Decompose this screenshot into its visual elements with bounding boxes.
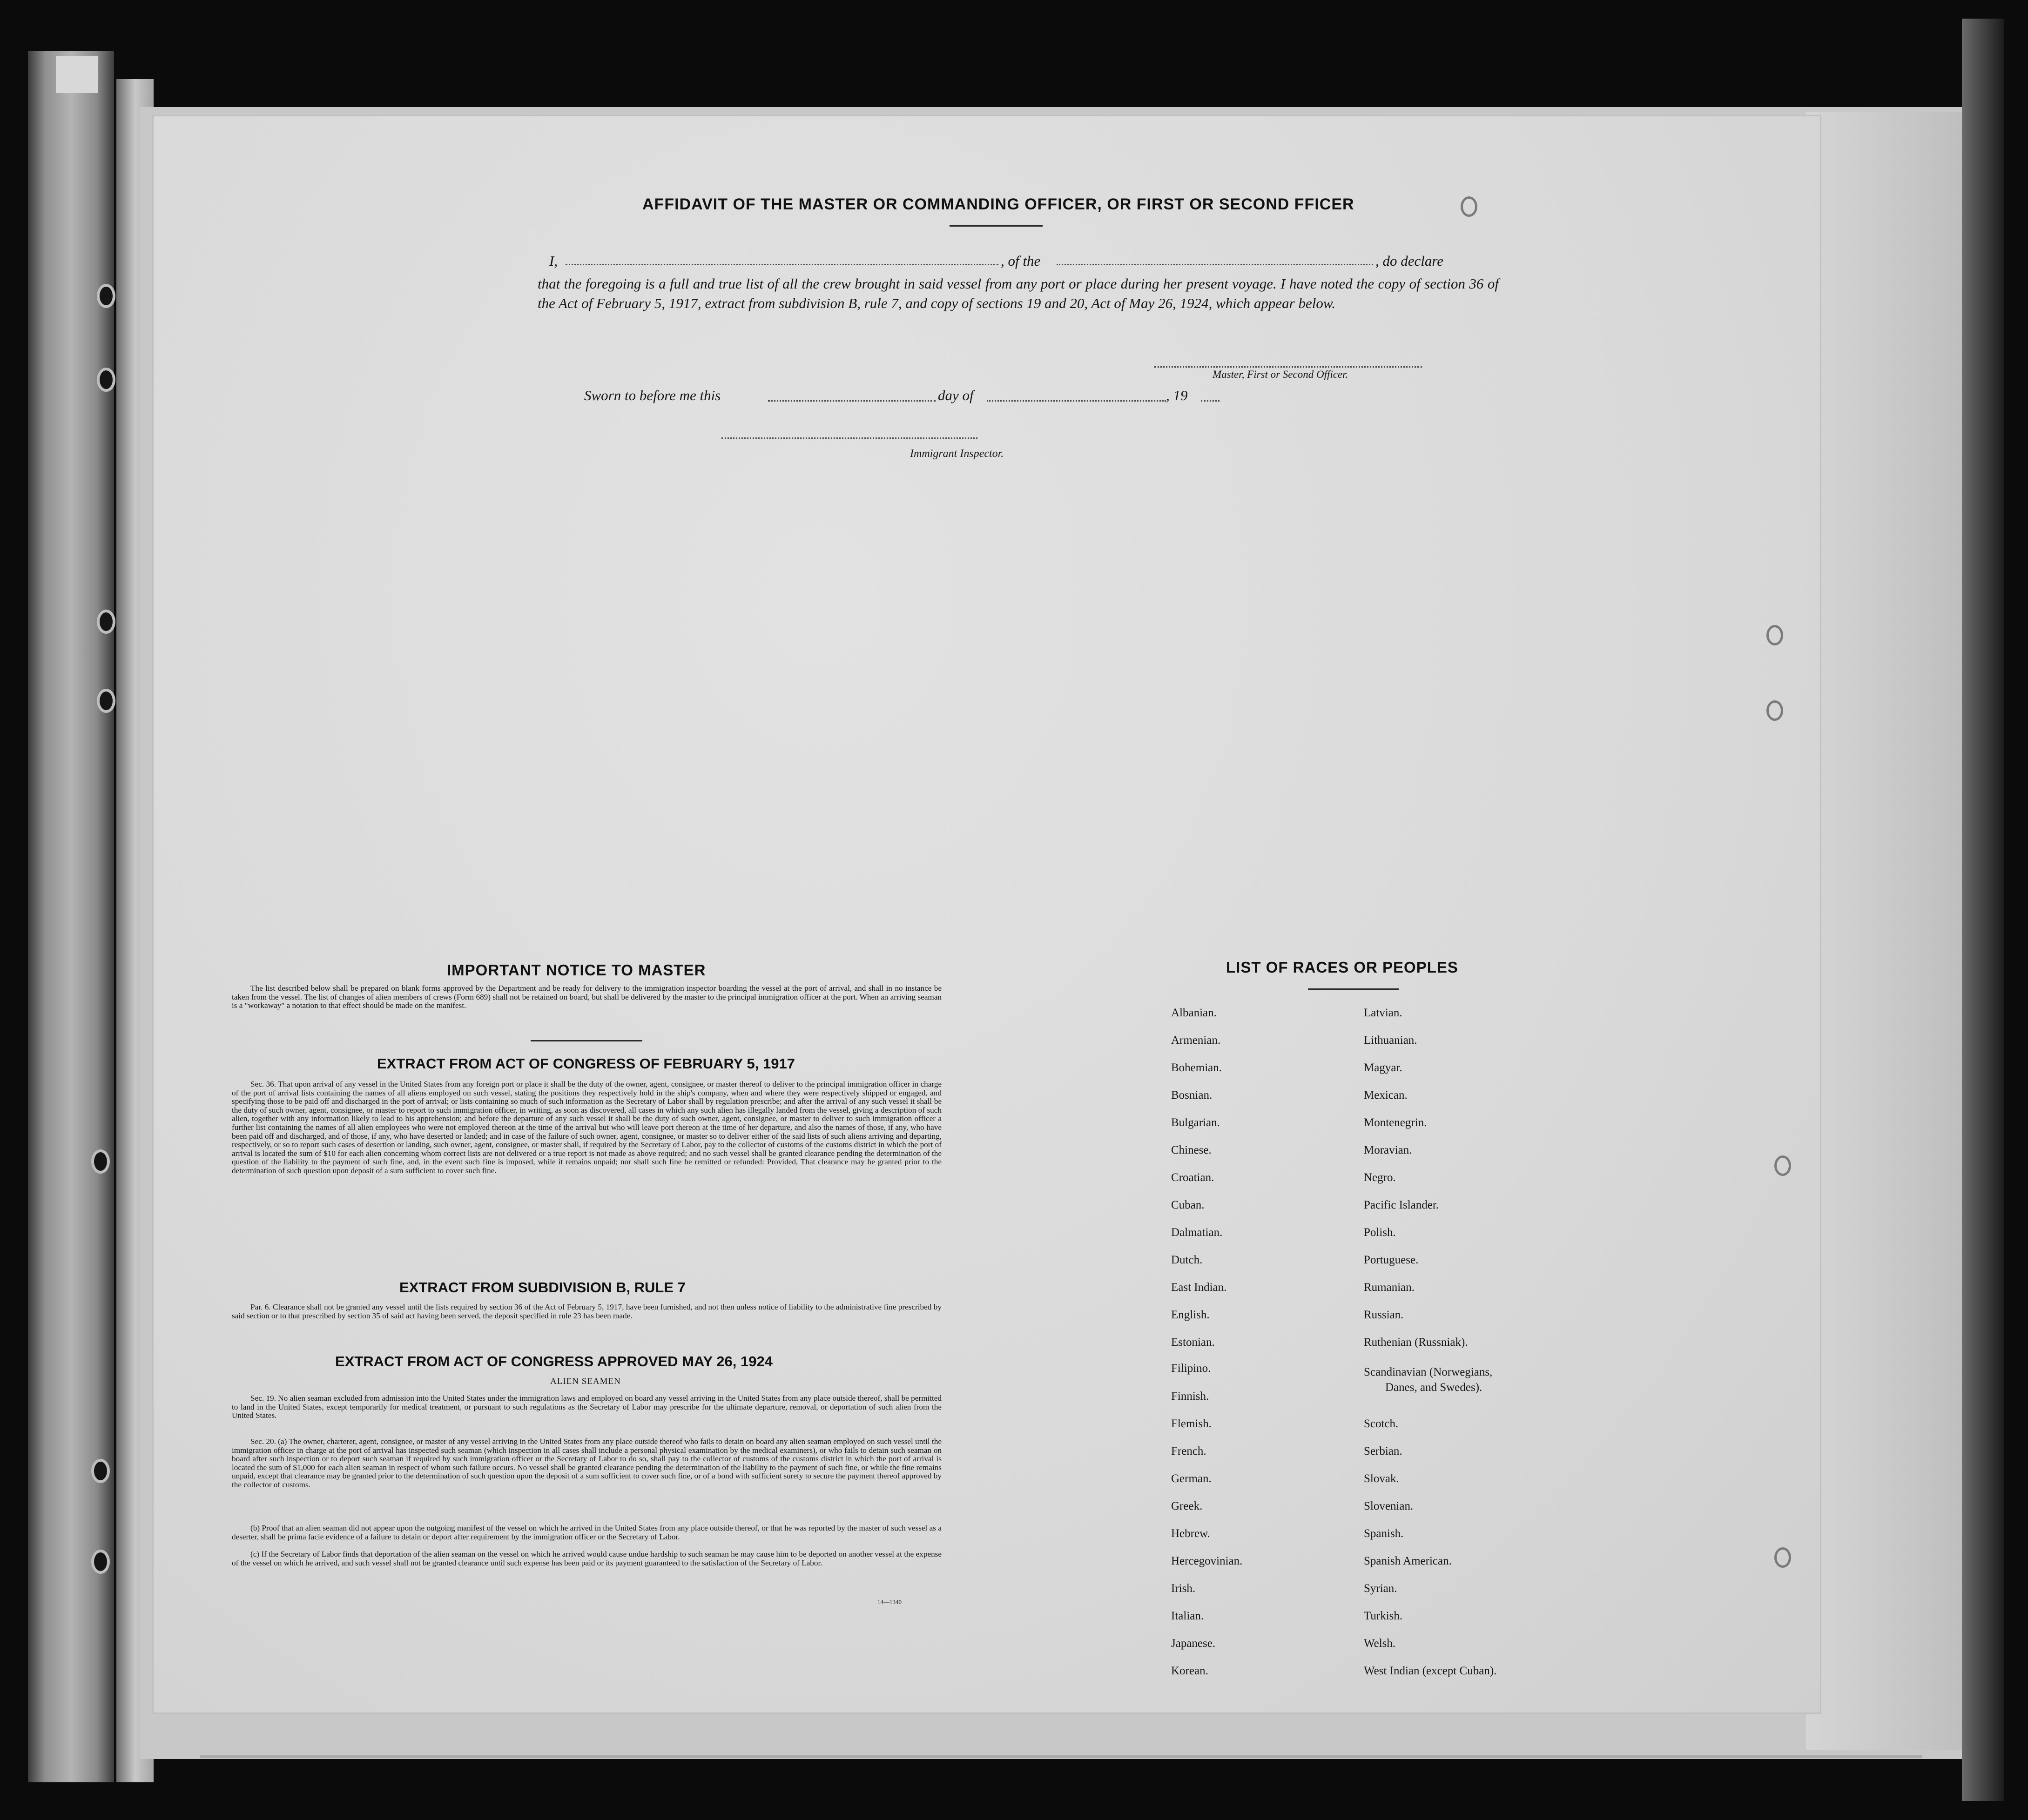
race-item: Korean. (1171, 1665, 1208, 1677)
punch-hole (97, 368, 115, 392)
punch-ring (1774, 1547, 1791, 1568)
race-item: Portuguese. (1364, 1254, 1419, 1266)
race-item: Italian. (1171, 1610, 1204, 1622)
race-item: English. (1171, 1309, 1210, 1321)
race-item: French. (1171, 1445, 1206, 1457)
extract-1924-sec20a: Sec. 20. (a) The owner, charterer, agent, consignee, or master of any vessel arriving in the United States from any place outside thereof who fails to detain on board any alien seaman employed on such vessel until the immigration officer in charge at the port of arrival has inspected such seaman (which inspection in all cases shall include a personal physical examination by the medical examiners), or who fails to detain such seaman on board after such inspection or to deport such seaman if required by such immigration officer or the Secretary of Labor to do so, shall pay to the collector of customs of the customs district in which the port of arrival is located the sum of $1,000 for each alien seaman in respect of whom such failure occurs. No vessel shall be granted clearance pending the determination of the liability to the payment of such fine, or while the fine remains unpaid, except that clearance may be granted prior to the determination of such question upon the deposit of a sum sufficient to cover such fine, or of a bond with sufficient surety to secure the payment thereof approved by the collector of customs. (232, 1437, 942, 1489)
alien-seamen-subtitle: ALIEN SEAMEN (550, 1377, 621, 1386)
extract-rule7-body: Par. 6. Clearance shall not be granted any vessel until the lists required by section 36 of the Act of February 5, 1917, have been furnished, and not then unless notice of liability to the administrative fine prescribed by said section or to that prescribed by section 35 of said act having been served, the deposit specified in rule 23 has been made. (232, 1303, 942, 1320)
binder-clip (56, 56, 98, 93)
master-signature-label: Master, First or Second Officer. (1213, 369, 1348, 380)
race-item: Polish. (1364, 1226, 1396, 1239)
race-item: Moravian. (1364, 1144, 1412, 1156)
race-item: Lithuanian. (1364, 1034, 1417, 1047)
race-item: West Indian (except Cuban). (1364, 1665, 1497, 1677)
race-item: East Indian. (1171, 1281, 1227, 1294)
notice-title: IMPORTANT NOTICE TO MASTER (447, 961, 706, 979)
punch-hole (91, 1149, 110, 1174)
affidavit-title: AFFIDAVIT OF THE MASTER OR COMMANDING OFFICER, OR FIRST OR SECOND FFICER (642, 195, 1354, 213)
vessel-name-field[interactable] (1057, 264, 1373, 265)
sworn-month-field[interactable] (987, 400, 1166, 402)
punch-hole (91, 1550, 110, 1574)
race-item: Greek. (1171, 1500, 1203, 1512)
race-item: Bosnian. (1171, 1089, 1213, 1101)
punch-ring (1461, 196, 1477, 217)
race-item: Croatian. (1171, 1171, 1214, 1184)
punch-ring (1766, 700, 1783, 721)
race-item: Magyar. (1364, 1061, 1402, 1074)
race-item: Serbian. (1364, 1445, 1402, 1457)
extract-1924-title: EXTRACT FROM ACT OF CONGRESS APPROVED MAY 26, 1924 (335, 1353, 773, 1370)
section-rule (531, 1040, 642, 1041)
race-item: Russian. (1364, 1309, 1404, 1321)
master-signature-field[interactable] (1154, 366, 1422, 368)
inspector-signature-field[interactable] (721, 437, 977, 439)
race-item: Syrian. (1364, 1582, 1397, 1595)
title-rule (950, 225, 1043, 227)
race-item: German. (1171, 1472, 1212, 1485)
race-item: Chinese. (1171, 1144, 1212, 1156)
punch-hole (97, 284, 115, 308)
extract-1924-sec20c: (c) If the Secretary of Labor finds that deportation of the alien seaman on the vessel on which he arrived would cause undue hardship to such seaman he may cause him to be deported on another vessel at the expense of the vessel on which he arrived, and such vessel shall not be granted clearance until such expense has been paid or its payment guaranteed to the satisfaction of the Secretary of Labor. (232, 1550, 942, 1567)
punch-hole (97, 689, 115, 713)
race-item: Bohemian. (1171, 1061, 1222, 1074)
binder-strip (28, 51, 114, 1782)
underlying-sheet-edge (1806, 112, 1974, 1750)
year-label: , 19 (1166, 387, 1188, 403)
inspector-label: Immigrant Inspector. (910, 448, 1004, 460)
declarant-name-field[interactable] (566, 264, 998, 265)
punch-ring (1766, 625, 1783, 645)
race-item: Flemish. (1171, 1417, 1212, 1430)
race-item: Latvian. (1364, 1007, 1402, 1019)
race-item: Bulgarian. (1171, 1116, 1220, 1129)
punch-hole (91, 1459, 110, 1483)
affidavit-statement: that the foregoing is a full and true list of all the crew brought in said vessel from any port or place during her present voyage. I have noted the copy of section 36 of the Act of February 5, 1917, extract from subdivision B, rule 7, and copy of sections 19 and 20, Act of May 26, 1924, which appear below. (538, 275, 1499, 311)
race-item: Dalmatian. (1171, 1226, 1223, 1239)
extract-rule7-title: EXTRACT FROM SUBDIVISION B, RULE 7 (399, 1279, 686, 1296)
punch-ring (1774, 1155, 1791, 1176)
race-item: Scotch. (1364, 1417, 1399, 1430)
race-item: Cuban. (1171, 1199, 1205, 1211)
extract-1917-body: Sec. 36. That upon arrival of any vessel in the United States from any foreign port or place it shall be the duty of the owner, agent, consignee, or master thereof to deliver to the principal immigration officer in charge of the port of arrival lists containing the names of all aliens employed on such vessel, stating the positions they respectively hold in the ship's company, when and where they were respectively shipped or engaged, and specifying those to be paid off and discharged in the port of arrival; or lists containing so much of such information as the Secretary of Labor shall by regulation prescribe; and after the arrival of any such vessel it shall be the duty of such owner, agent, consignee, or master to report to such immigration officer, in writing, as soon as discovered, all cases in which any such alien has illegally landed from the vessel, giving a description of such alien, together with any information likely to lead to his apprehension; and before the departure of any such vessel it shall be the duty of such owner, agent, consignee, or master to deliver to such immigration officer a further list containing the names of all alien employees who were not employed thereon at the time of the arrival but who will leave port thereon at the time of her departure, and also the names of those, if any, who have been paid off and discharged, and of those, if any, who have deserted or landed; and in case of the failure of such owner, agent, consignee, or master so to deliver either of the said lists of such aliens arriving and departing, respectively, or so to report such cases of desertion or landing, such owner, agent, consignee, or master shall, if required by the Secretary of Labor, pay to the collector of customs of the customs district in which the port of arrival is located the sum of $10 for each alien concerning whom correct lists are not delivered or a true report is not made as above required; and no such vessel shall be granted clearance pending the determination of the question of the liability to the payment of such fine, and, in the event such fine is imposed, while it remains unpaid; nor shall such fine be remitted or refunded: Provided, That clearance may be granted prior to the determination of such question upon deposit of a sum sufficient to cover such fine. (232, 1080, 942, 1175)
race-item: Hebrew. (1171, 1527, 1210, 1540)
extract-1924-sec19: Sec. 19. No alien seaman excluded from admission into the United States under the immigration laws and employed on board any vessel arriving in the United States from any place outside thereof, shall be permitted to land in the United States, except temporarily for medical treatment, or pursuant to such regulations as the Secretary of Labor may prescribe for the ultimate departure, removal, or deportation of such alien from the United States. (232, 1394, 942, 1420)
race-item: Montenegrin. (1364, 1116, 1427, 1129)
race-item: Irish. (1171, 1582, 1196, 1595)
race-item: Mexican. (1364, 1089, 1408, 1101)
race-item: Estonian. (1171, 1336, 1215, 1349)
race-item: Slovenian. (1364, 1500, 1414, 1512)
vessel-of-label: , of the (1001, 253, 1041, 269)
sworn-day-field[interactable] (768, 400, 936, 402)
declare-label: , do declare (1375, 253, 1444, 269)
race-item: Negro. (1364, 1171, 1396, 1184)
race-item: Turkish. (1364, 1610, 1403, 1622)
form-number: 14—1340 (877, 1598, 902, 1605)
races-title-rule (1308, 988, 1399, 990)
race-item: Ruthenian (Russniak). (1364, 1336, 1468, 1349)
sworn-year-field[interactable] (1201, 400, 1219, 402)
race-item: Slovak. (1364, 1472, 1399, 1485)
race-item: Spanish American. (1364, 1555, 1452, 1567)
scanner-edge (1962, 19, 2004, 1801)
race-item: Pacific Islander. (1364, 1199, 1439, 1211)
extract-1924-sec20b: (b) Proof that an alien seaman did not appear upon the outgoing manifest of the vessel on which he arrived in the United States from any place outside thereof, or that he was reported by the master of such vessel as a deserter, shall be prima facie evidence of a failure to detain or deport after requirement by the immigration officer or the Secretary of Labor. (232, 1524, 942, 1541)
race-item: Danes, and Swedes). (1385, 1381, 1482, 1394)
day-of-label: day of (938, 387, 974, 403)
race-item: Dutch. (1171, 1254, 1203, 1266)
race-item: Finnish. (1171, 1390, 1209, 1403)
race-item: Hercegovinian. (1171, 1555, 1243, 1567)
extract-1917-title: EXTRACT FROM ACT OF CONGRESS OF FEBRUARY 5, 1917 (377, 1055, 795, 1072)
race-item: Filipino. (1171, 1362, 1211, 1375)
race-item: Armenian. (1171, 1034, 1221, 1047)
sheet-edge (200, 1755, 1922, 1758)
race-item: Albanian. (1171, 1007, 1217, 1019)
race-item: Japanese. (1171, 1637, 1216, 1650)
race-item: Rumanian. (1364, 1281, 1415, 1294)
race-item: Spanish. (1364, 1527, 1404, 1540)
notice-body: The list described below shall be prepared on blank forms approved by the Department and be ready for delivery to the immigration inspector boarding the vessel at the port of arrival, and shall in no instance be taken from the vessel. The list of changes of alien members of crews (Form 689) shall not be retained on board, but shall be delivered by the master to the principal immigration officer at the port. When an arriving seaman is a "workaway" a notation to that effect should be made on the manifest. (232, 984, 942, 1010)
punch-hole (97, 610, 115, 634)
sworn-label: Sworn to before me this (584, 387, 721, 403)
races-title: LIST OF RACES OR PEOPLES (1226, 959, 1458, 976)
declarant-label: I, (549, 253, 558, 269)
race-item: Scandinavian (Norwegians, (1364, 1366, 1493, 1378)
race-item: Welsh. (1364, 1637, 1396, 1650)
